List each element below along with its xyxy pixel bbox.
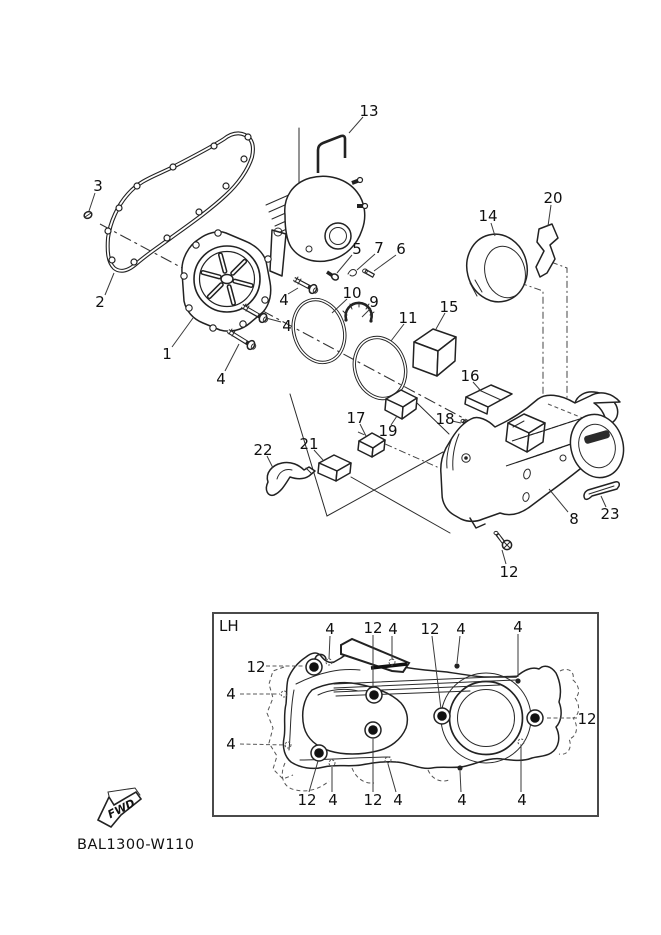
- callout-label-2: 2: [95, 293, 105, 311]
- callout-label-12: 12: [499, 563, 519, 581]
- fwd-marker: [98, 788, 141, 827]
- clamp-7: [348, 270, 357, 277]
- callout-label-4: 4: [325, 620, 335, 638]
- inset-view-label: LH: [219, 617, 239, 635]
- callout-label-14: 14: [478, 207, 498, 225]
- callout-label-21: 21: [299, 435, 319, 453]
- callout-leader: [89, 193, 95, 211]
- callout-label-20: 20: [543, 189, 563, 207]
- callout-label-12: 12: [363, 619, 383, 637]
- dot-marker: [454, 663, 459, 668]
- callout-label-23: 23: [600, 505, 620, 523]
- bolt-position-center: [309, 662, 319, 672]
- callout-label-4: 4: [456, 620, 466, 638]
- damper-15: [413, 329, 456, 376]
- callout-label-4: 4: [279, 291, 289, 309]
- callout-label-17: 17: [346, 409, 366, 427]
- damper-19: [385, 390, 417, 419]
- callout-label-13: 13: [359, 102, 379, 120]
- callout-label-12: 12: [577, 710, 597, 728]
- o-ring-10: [285, 293, 352, 369]
- callout-label-11: 11: [398, 309, 418, 327]
- callout-leader: [548, 205, 551, 226]
- callout-label-4: 4: [282, 317, 292, 335]
- callout-label-7: 7: [374, 239, 384, 257]
- bolt-position-center: [530, 713, 540, 723]
- kick-arm: [270, 230, 286, 276]
- callout-label-1: 1: [162, 345, 172, 363]
- callout-label-5: 5: [352, 240, 362, 258]
- bolt-position-center: [314, 748, 324, 758]
- callout-label-12: 12: [420, 620, 440, 638]
- callout-label-4: 4: [328, 791, 338, 809]
- screw-12: [494, 531, 512, 549]
- callout-label-4: 4: [457, 791, 467, 809]
- callout-label-6: 6: [396, 240, 406, 258]
- plug: [83, 210, 93, 220]
- fwd-label: FWD: [105, 796, 138, 822]
- callout-leader: [225, 344, 239, 371]
- callout-label-4: 4: [513, 618, 523, 636]
- callout-label-12: 12: [363, 791, 383, 809]
- duct-cap-14: [460, 228, 535, 308]
- callout-label-12: 12: [297, 791, 317, 809]
- callout-label-10: 10: [342, 284, 362, 302]
- rear-housing-dome: [266, 176, 368, 276]
- dot-marker: [515, 678, 520, 683]
- pad-assoc-line: [351, 477, 450, 533]
- callout-leader: [502, 550, 506, 564]
- bolt-4c: [228, 329, 257, 351]
- callout-label-4: 4: [226, 685, 236, 703]
- callout-label-4: 4: [216, 370, 226, 388]
- callout-label-19: 19: [378, 422, 398, 440]
- callout-label-4: 4: [388, 620, 398, 638]
- callout-leader: [374, 255, 396, 271]
- dot-marker: [457, 765, 462, 770]
- drawing-code: BAL1300-W110: [77, 837, 195, 853]
- callout-leader: [105, 273, 114, 295]
- damper-16: [465, 385, 512, 414]
- callout-leader: [549, 489, 568, 512]
- callout-label-8: 8: [569, 510, 579, 528]
- wire-holder: [318, 136, 345, 173]
- callout-label-4: 4: [226, 735, 236, 753]
- bolt-position-center: [437, 711, 447, 721]
- small-fasteners: [327, 269, 374, 281]
- damper-21: [318, 455, 351, 481]
- bracket-20: [536, 224, 558, 277]
- callout-label-16: 16: [460, 367, 480, 385]
- dome-boss: [325, 223, 351, 249]
- callout-label-3: 3: [93, 177, 103, 195]
- callout-label-12: 12: [246, 658, 266, 676]
- callout-label-18: 18: [435, 410, 455, 428]
- callout-leader: [172, 318, 193, 347]
- air-duct-22: [266, 462, 315, 495]
- callout-label-15: 15: [439, 298, 459, 316]
- bolt-4a: [294, 277, 319, 295]
- bracket-assoc-line: [551, 262, 567, 402]
- main-callout-labels: [89, 102, 620, 581]
- bolt-position-center: [369, 690, 379, 700]
- callout-label-22: 22: [253, 441, 273, 459]
- lh-inset-view: [213, 613, 598, 816]
- callout-leader: [288, 288, 298, 294]
- bolt-position-center: [368, 725, 378, 735]
- callout-label-4: 4: [393, 791, 403, 809]
- exploded-parts-drawing: [83, 102, 631, 581]
- callout-label-9: 9: [369, 293, 379, 311]
- callout-label-4: 4: [517, 791, 527, 809]
